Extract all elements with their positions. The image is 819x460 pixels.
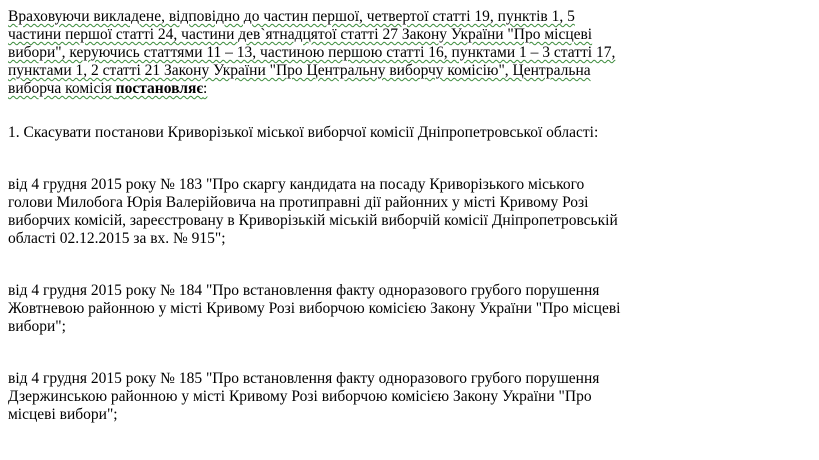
intro-line-4: пунктами 1, 2 статті 21 Закону України "Про Центральну виборчу комісію", Центральна — [8, 62, 591, 79]
intro-paragraph — [8, 8, 688, 98]
resolution-183-line-3: виборчих комісій, зареєстровану в Криворізькій міській виборчій комісії Дніпропетровській — [8, 212, 618, 229]
resolution-183-paragraph — [8, 176, 688, 248]
paragraph-gap — [8, 336, 688, 370]
resolution-184-paragraph — [8, 282, 688, 336]
resolution-184-line-1: від 4 грудня 2015 року № 184 "Про встановлення факту одноразового грубого порушення — [8, 282, 600, 299]
decision-word: постановляє — [115, 80, 204, 97]
intro-line-5-end: : — [203, 80, 208, 97]
paragraph-gap — [8, 248, 688, 282]
resolution-184-line-3: вибори"; — [8, 318, 66, 335]
resolution-184-line-2: Жовтневою районною у місті Кривому Розі виборчою комісією Закону України "Про місцеві — [8, 300, 621, 317]
paragraph-gap — [8, 142, 688, 176]
paragraph-gap — [8, 98, 688, 124]
intro-line-5-text: виборча комісія — [8, 80, 116, 97]
resolution-183-line-1: від 4 грудня 2015 року № 183 "Про скаргу кандидата на посаду Криворізького міського — [8, 176, 585, 193]
item-1-text: 1. Скасувати постанови Криворізької міської виборчої комісії Дніпропетровської області: — [8, 124, 599, 141]
item-1-paragraph — [8, 124, 688, 142]
resolution-185-line-2: Дзержинською районною у місті Кривому Розі виборчою комісією Закону України "Про — [8, 388, 592, 405]
intro-line-5 — [8, 80, 207, 97]
resolution-183-line-2: голови Милобога Юрія Валерійовича на протиправні дії районних у місті Кривому Розі — [8, 194, 589, 211]
resolution-183-line-4: області 02.12.2015 за вх. № 915"; — [8, 230, 226, 247]
resolution-185-line-1: від 4 грудня 2015 року № 185 "Про встановлення факту одноразового грубого порушення — [8, 370, 600, 387]
intro-line-3: вибори", керуючись статтями 11 – 13, частиною першою статті 16, пунктами 1 – 3 статті 17, — [8, 44, 616, 61]
intro-line-2: частини першої статті 24, частини дев`ятнадцятої статті 27 Закону України "Про місцеві — [8, 26, 593, 43]
resolution-185-paragraph — [8, 370, 688, 424]
resolution-185-line-3: місцеві вибори"; — [8, 406, 118, 423]
document-body — [8, 8, 688, 424]
intro-line-1: Враховуючи викладене, відповідно до частин першої, четвертої статті 19, пунктів 1, 5 — [8, 8, 575, 25]
